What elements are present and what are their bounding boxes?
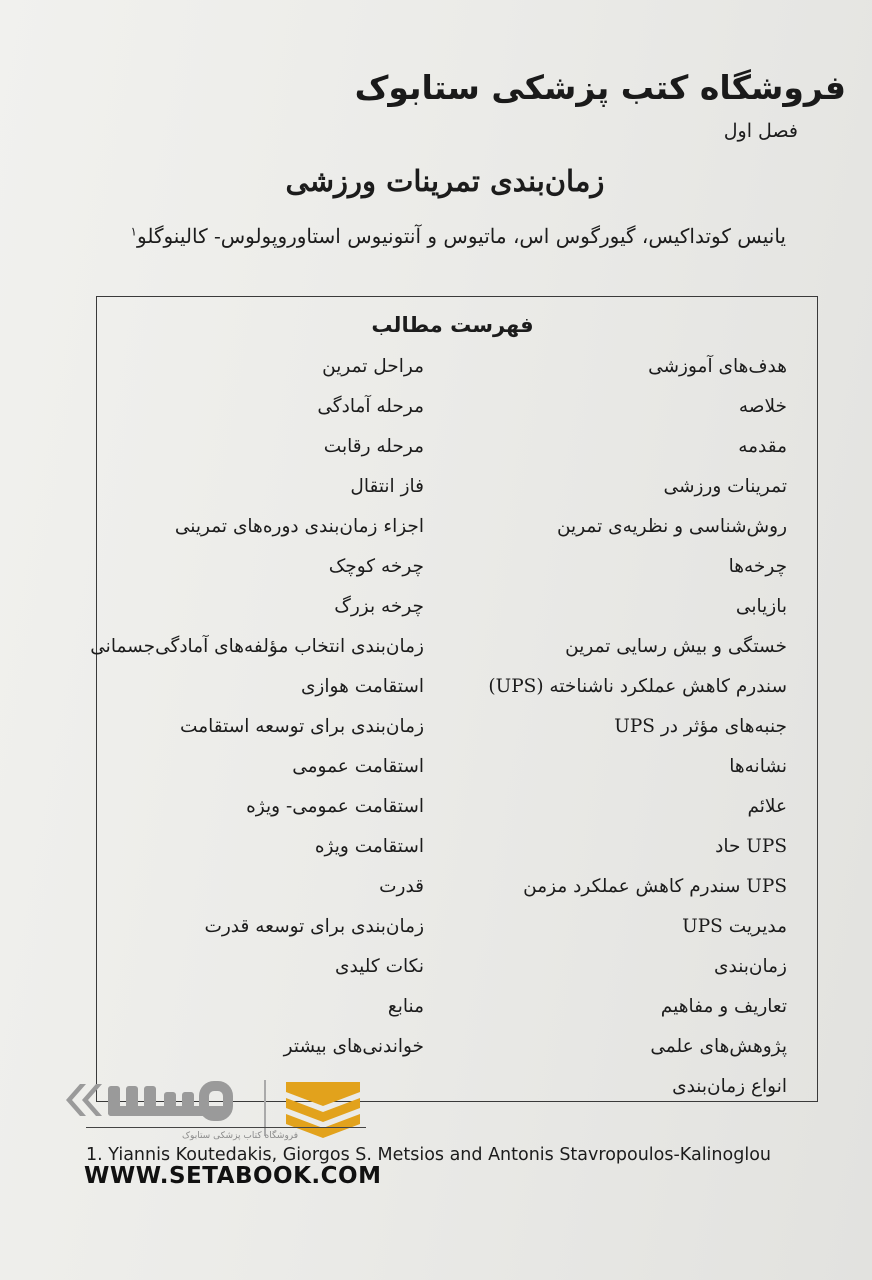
toc-entry: تمرینات ورزشی <box>663 476 787 497</box>
toc-column-left <box>90 352 424 1072</box>
footnote: 1. Yiannis Koutedakis, Giorgos S. Metsios and Antonis Stavropoulos-Kalinoglou <box>86 1145 771 1165</box>
toc-entry: چرخه‌ها <box>728 556 787 577</box>
toc-entry: چرخه بزرگ <box>334 596 424 617</box>
toc-entry: تعاریف و مفاهیم <box>660 996 787 1017</box>
store-title: فروشگاه کتب پزشکی ستابوک <box>354 68 846 107</box>
toc-entry: UPS سندرم کاهش عملکرد مزمن <box>523 876 787 897</box>
toc-entry: بازیابی <box>735 596 787 617</box>
toc-entry: استقامت ویژه <box>314 836 424 857</box>
toc-entry: قدرت <box>379 876 424 897</box>
authors-names: یانیس کوتداکیس، گیورگوس اس، ماتیوس و آنتونیوس استاوروپولوس- کالینوگلو <box>137 224 786 248</box>
footnote-marker: ۱ <box>130 224 137 239</box>
toc-entry: زمان‌بندی <box>714 956 787 977</box>
toc-entry: مدیریت UPS <box>682 916 787 937</box>
toc-entry: نکات کلیدی <box>334 956 424 977</box>
toc-entry: زمان‌بندی برای توسعه قدرت <box>204 916 424 937</box>
toc-entry: فاز انتقال <box>350 476 424 497</box>
toc-entry: سندرم کاهش عملکرد ناشناخته (UPS) <box>488 676 787 697</box>
toc-entry: علائم <box>747 796 787 817</box>
toc-entry: مرحله رقابت <box>323 436 424 457</box>
toc-entry: روش‌شناسی و نظریه‌ی تمرین <box>556 516 787 537</box>
toc-entry: خواندنی‌های بیشتر <box>283 1036 424 1057</box>
logo-caption: فروشگاه کتاب پزشکی ستابوک <box>182 1131 299 1141</box>
toc-entry: منابع <box>387 996 424 1017</box>
website-url: WWW.SETABOOK.COM <box>84 1163 382 1189</box>
toc-entry: هدف‌های آموزشی <box>648 356 787 377</box>
toc-entry: انواع زمان‌بندی <box>672 1076 787 1097</box>
toc-entry: اجزاء زمان‌بندی دوره‌های تمرینی <box>174 516 424 537</box>
toc-entry: استقامت عمومی- ویژه <box>246 796 424 817</box>
toc-entry: زمان‌بندی انتخاب مؤلفه‌های آمادگی‌جسمانی <box>90 636 424 657</box>
authors-line <box>131 224 786 248</box>
chapter-label: فصل اول <box>723 120 798 142</box>
footnote-divider <box>86 1127 366 1128</box>
toc-entry: مقدمه <box>738 436 787 457</box>
toc-entry: استقامت هوازی <box>300 676 424 697</box>
toc-entry: خلاصه <box>738 396 787 417</box>
toc-entry: UPS حاد <box>715 836 787 857</box>
toc-entry: استقامت عمومی <box>292 756 424 777</box>
toc-title: فهرست مطالب <box>371 313 534 337</box>
toc-entry: مراحل تمرین <box>322 356 424 377</box>
toc-entry: پژوهش‌های علمی <box>650 1036 787 1057</box>
toc-entry: نشانه‌ها <box>729 756 787 777</box>
chapter-title: زمان‌بندی تمرینات ورزشی <box>285 164 605 198</box>
toc-entry: مرحله آمادگی <box>317 396 424 417</box>
toc-column-right <box>488 352 787 1112</box>
toc-entry: جنبه‌های مؤثر در UPS <box>614 716 787 737</box>
toc-entry: چرخه کوچک <box>328 556 424 577</box>
toc-entry: زمان‌بندی برای توسعه استقامت <box>180 716 424 737</box>
toc-entry: خستگی و بیش رسایی تمرین <box>565 636 787 657</box>
